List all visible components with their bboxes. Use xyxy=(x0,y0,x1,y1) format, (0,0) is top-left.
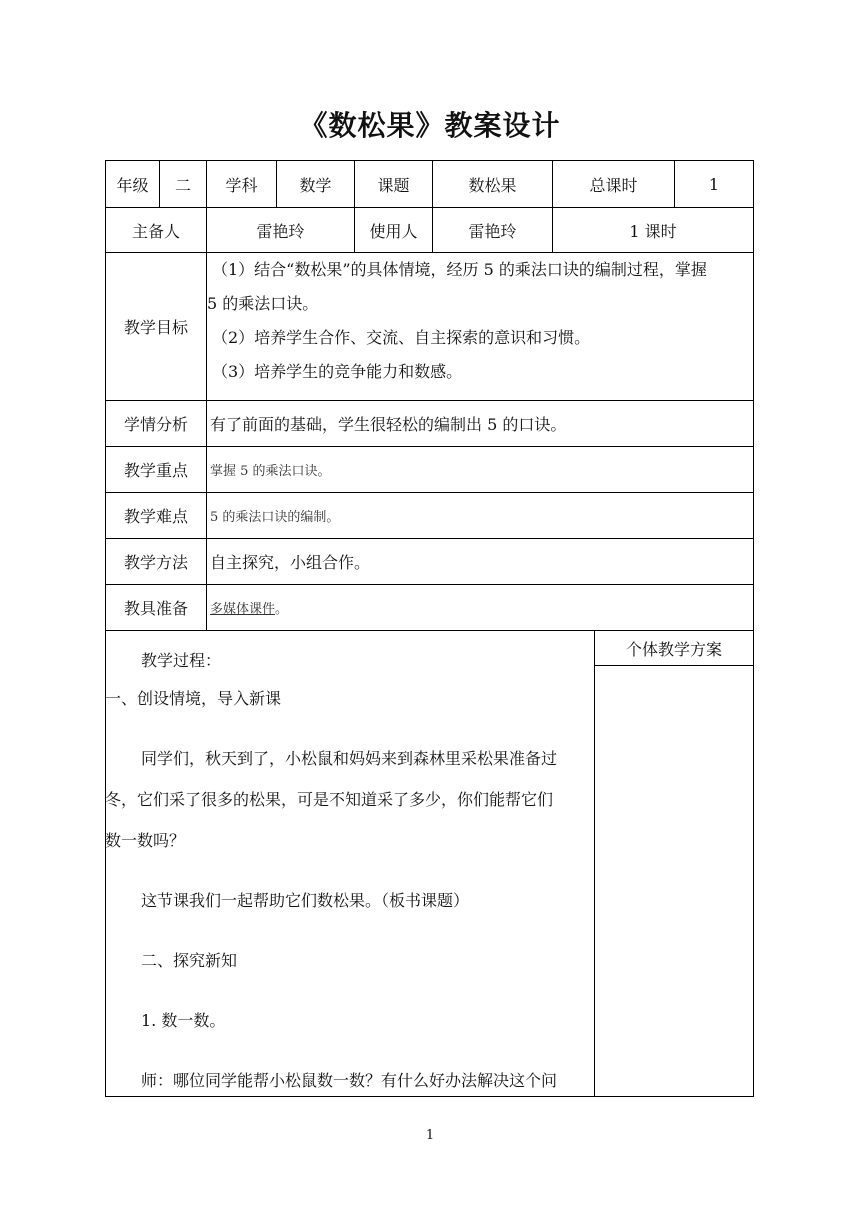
tools-text: 多媒体课件 xyxy=(210,602,276,617)
table-line xyxy=(594,630,595,1097)
analysis-value: 有了前面的基础，学生很轻松的编制出 5 的口诀。 xyxy=(210,415,567,434)
key-point-label: 教学重点 xyxy=(123,461,188,480)
difficulty-label: 教学难点 xyxy=(123,507,188,526)
total-hours-value: 1 xyxy=(708,174,720,194)
objectives-content xyxy=(207,253,754,389)
tools-suffix: 。 xyxy=(275,602,289,617)
method-label: 教学方法 xyxy=(123,553,188,572)
paragraph: 这节课我们一起帮助它们数松果。（板书课题） xyxy=(141,891,470,910)
objective-line: （2）培养学生合作、交流、自主探索的意识和习惯。 xyxy=(212,328,591,347)
individual-plan-header: 个体教学方案 xyxy=(625,639,722,659)
user-label: 使用人 xyxy=(369,221,418,241)
paragraph-line: 冬，它们采了很多的松果，可是不知道采了多少，你们能帮它们 xyxy=(105,790,554,809)
method-value: 自主探究，小组合作。 xyxy=(210,553,371,572)
lesson-plan-table xyxy=(105,160,754,1097)
paragraph-line: 数一数吗？ xyxy=(105,831,186,850)
topic-value: 数松果 xyxy=(468,175,517,195)
objectives-label: 教学目标 xyxy=(123,318,188,337)
total-hours-label: 总课时 xyxy=(589,175,638,195)
grade-label: 年级 xyxy=(116,175,149,195)
list-item: 1. 数一数。 xyxy=(141,1011,226,1030)
user-value: 雷艳玲 xyxy=(468,221,517,241)
subject-label: 学科 xyxy=(225,175,258,195)
tools-label: 教具准备 xyxy=(123,599,188,618)
objective-line: （3）培养学生的竞争能力和数感。 xyxy=(212,362,463,381)
paragraph-line: 同学们，秋天到了，小松鼠和妈妈来到森林里采松果准备过 xyxy=(141,749,558,768)
tools-value xyxy=(207,585,753,630)
preparer-label: 主备人 xyxy=(131,221,180,241)
key-point-value: 掌握 5 的乘法口诀。 xyxy=(210,464,331,479)
process-heading: 教学过程： xyxy=(141,651,222,670)
subject-value: 数学 xyxy=(299,175,332,195)
objective-line: （1）结合“数松果”的具体情境，经历 5 的乘法口诀的编制过程，掌握 xyxy=(212,260,707,279)
document-title: 《数松果》教案设计 xyxy=(299,109,561,142)
grade-value: 二 xyxy=(174,175,191,195)
section-heading: 二、探究新知 xyxy=(141,951,238,970)
topic-label: 课题 xyxy=(377,175,410,195)
objective-line: 5 的乘法口诀。 xyxy=(207,294,319,313)
section-heading: 一、创设情境，导入新课 xyxy=(105,689,282,708)
paragraph-line: 师：哪位同学能帮小松鼠数一数？有什么好办法解决这个问 xyxy=(141,1071,558,1090)
difficulty-value: 5 的乘法口诀的编制。 xyxy=(210,510,340,525)
table-line xyxy=(105,1096,754,1097)
analysis-label: 学情分析 xyxy=(123,415,188,434)
preparer-value: 雷艳玲 xyxy=(256,221,305,241)
table-line xyxy=(594,665,754,666)
class-hours: 1 课时 xyxy=(629,221,677,241)
page-number: 1 xyxy=(425,1128,435,1143)
